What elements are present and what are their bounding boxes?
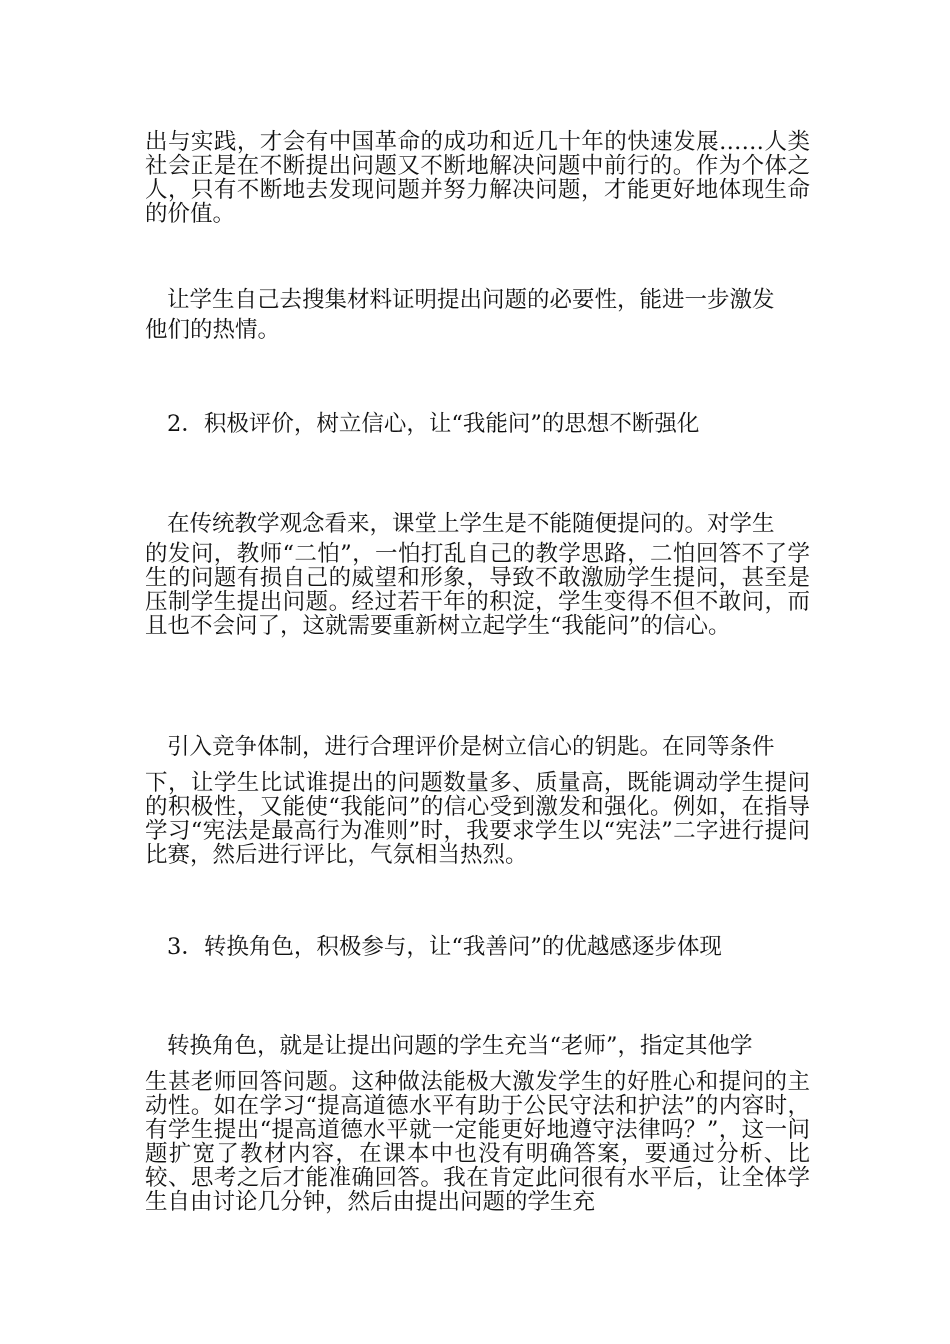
paragraph-text: 下，让学生比试谁提出的问题数量多、质量高，既能调动学生提问的积极性，又能使“我能问”的信心受到激发和强化。例如，在指导学习“宪法是最高行为准则”时，我要求学生以“宪法”二字进行提问比赛，然后进行评比，气氛相当热烈。: [145, 770, 810, 868]
paragraph-text: 生甚老师回答问题。这种做法能极大激发学生的好胜心和提问的主动性。如在学习“提高道德水平有助于公民守法和护法”的内容时，有学生提出“提高道德水平就一定能更好地遵守法律吗？”，这一问题扩宽了教材内容，在课本中也没有明确答案，要通过分析、比较、思考之后才能准确回答。我在肯定此问很有水平后，让全体学生自由讨论几分钟，然后由提出问题的学生充: [145, 1069, 810, 1215]
paragraph-role-change: [145, 1070, 810, 1214]
paragraph-role-change-first-line: 转换角色，就是让提出问题的学生充当“老师”，指定其他学: [167, 1033, 753, 1059]
paragraph-first-line: 在传统教学观念看来，课堂上学生是不能随便提问的。对学生: [167, 511, 775, 537]
paragraph-text: 出与实践，才会有中国革命的成功和近几十年的快速发展……人类社会正是在不断提出问题又不断地解决问题中前行的。作为个体之人，只有不断地去发现问题并努力解决问题，才能更好地体现生命的价值。: [145, 129, 810, 227]
paragraph-continuation: [145, 130, 810, 226]
paragraph-text: 的发问，教师“二怕”，一怕打乱自己的教学思路，二怕回答不了学生的问题有损自己的威望和形象，导致不敢激励学生提问，甚至是压制学生提出问题。经过若干年的积淀，学生变得不但不敢问，而且也不会问了，这就需要重新树立起学生“我能问”的信心。: [145, 541, 810, 639]
paragraph-competition-first-line: 引入竞争体制，进行合理评价是树立信心的钥匙。在同等条件: [167, 734, 775, 760]
paragraph-competition: [145, 771, 810, 867]
section-heading-3: 3．转换角色，积极参与，让“我善问”的优越感逐步体现: [167, 934, 722, 960]
paragraph-traditional-teaching: [145, 512, 810, 638]
section-heading-2: 2．积极评价，树立信心，让“我能问”的思想不断强化: [167, 411, 700, 437]
paragraph-collect-materials: [145, 288, 810, 342]
paragraph-first-line: 让学生自己去搜集材料证明提出问题的必要性，能进一步激发: [167, 287, 775, 313]
paragraph-text: 他们的热情。: [145, 317, 281, 343]
